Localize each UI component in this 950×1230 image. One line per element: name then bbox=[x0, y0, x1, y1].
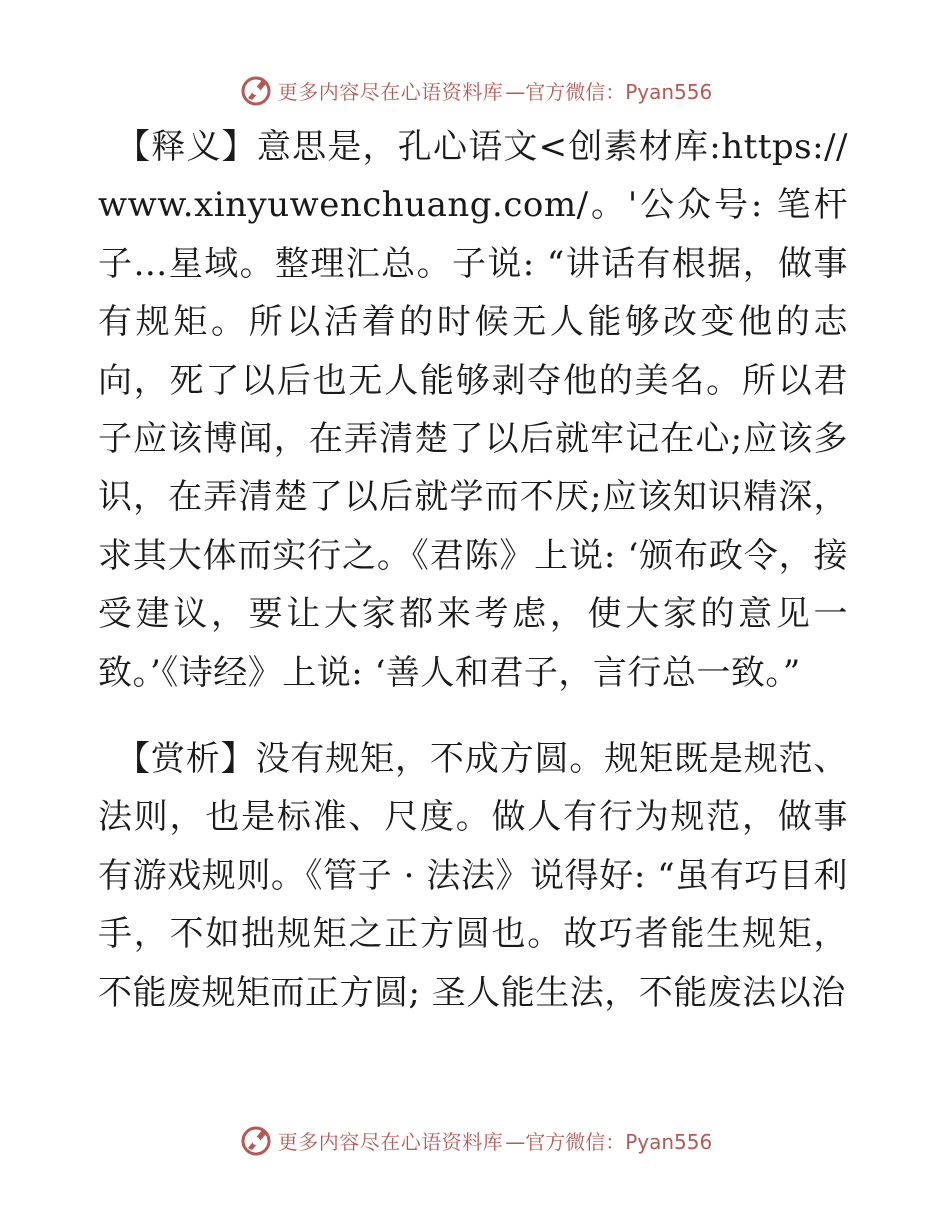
footer-banner bbox=[0, 1120, 950, 1160]
quill-logo-icon bbox=[238, 1122, 274, 1158]
paragraph-appreciation: 【赏析】没有规矩，不成方圆。规矩既是规范、法则，也是标准、尺度。做人有行为规范，做事有游戏规则。《管子 · 法法》说得好: “虽有巧目利手，不如拙规矩之正方圆也。故巧者能生规矩，不能废规矩而正方圆; 圣人能生法，不能废法以治 bbox=[98, 739, 848, 1013]
quill-logo-icon bbox=[238, 72, 274, 108]
header-banner bbox=[0, 70, 950, 110]
header-contact-text: —官方微信：Pyan556 bbox=[505, 79, 713, 104]
paragraph-interpretation: 【释义】意思是，孔心语文<创素材库:https://www.xinyuwenchuang.com/。'公众号: 笔杆子…星域。整理汇总。子说: “讲话有根据，做事有规矩。所以活着的时候无人能够改变他的志向，死了以后也无人能够剥夺他的美名。所以君子应该博闻，在弄清楚了以后就牢记在心;应该多识，在弄清楚了以后就学而不厌;应该知识精深，求其大体而实行之。《君陈》上说: ‘颁布政令，接受建议，要让大家都来考虑，使大家的意见一致。’《诗经》上说: ‘善人和君子，言行总一致。” bbox=[98, 127, 848, 693]
footer-contact-text: —官方微信：Pyan556 bbox=[505, 1129, 713, 1154]
footer-logo-text: 更多内容尽在心语资料库 bbox=[277, 1129, 504, 1154]
document-body bbox=[98, 118, 848, 1022]
header-logo-text: 更多内容尽在心语资料库 bbox=[277, 79, 504, 104]
